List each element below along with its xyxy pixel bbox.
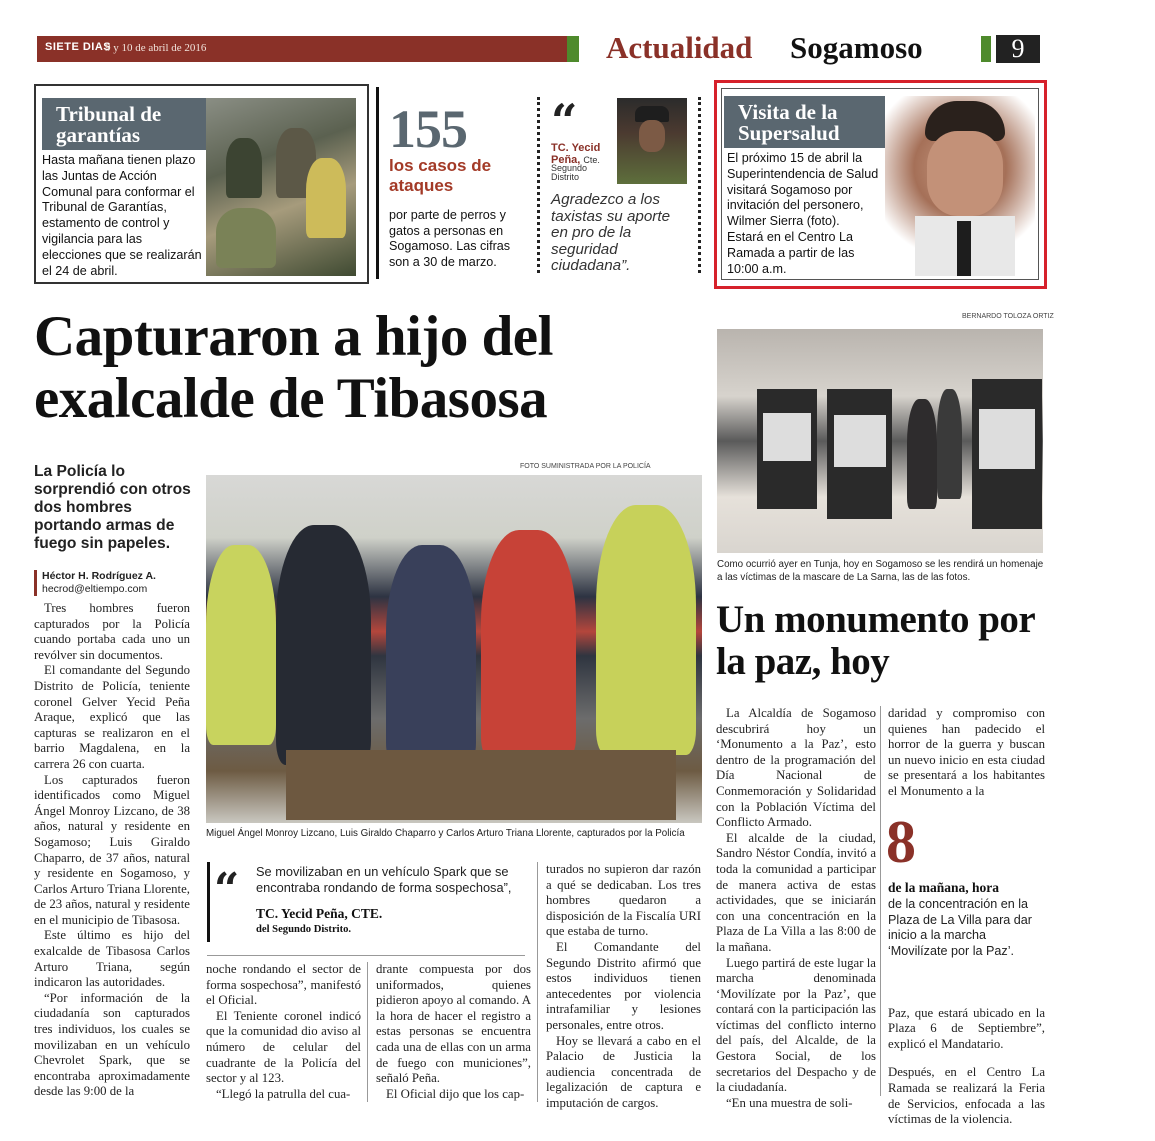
second-headline: Un monumento por la paz, hoy: [716, 598, 1035, 683]
pull-quote-text: Se movilizaban en un vehículo Spark que se encontraba rondando de forma sospechosa”,: [256, 864, 512, 895]
photo-credit: FOTO SUMINISTRADA POR LA POLICÍA: [520, 463, 651, 470]
paragraph: drante compuesta por dos uniformados, quienes pidieron apoyo al comando. A la hora de hacer el registro a estas personas se encuentra cada una de ellas con un arma de fuego con municiones”, señaló Peña.: [376, 962, 531, 1086]
stat-label: los casos de ataques: [389, 156, 492, 195]
stat-text: por parte de perros y gatos a personas en Sogamoso. Las cifras son a 30 de marzo.: [389, 208, 511, 269]
paragraph: Después, en el Centro La Ramada se realizará la Feria de Servicios, enfocada a las víctimas de la violencia.: [888, 1065, 1045, 1127]
paragraph: Paz, que estará ubicado en la Plaza 6 de Septiembre”, explicó el Mandatario.: [888, 1005, 1045, 1051]
main-kicker: La Policía lo sorprendió con otros dos hombres portando armas de fuego sin papeles.: [34, 463, 191, 552]
divider: [537, 862, 538, 1102]
paragraph: El Teniente coronel indicó que la comunidad dio aviso al número de celular del cuadrante de la Policía del sector y al 123.: [206, 1008, 361, 1086]
tribunal-title: Tribunal de garantías: [42, 98, 210, 150]
divider: [367, 962, 368, 1102]
paragraph: daridad y compromiso con quienes han padecido el horror de la guerra y buscan un nuevo inicio en esta ciudad se presentará a los habitantes el Monumento a la: [888, 706, 1045, 798]
subsection-title: Sogamoso: [790, 30, 923, 65]
fact-number: 8: [886, 809, 916, 875]
main-column-2: [206, 962, 361, 1102]
main-column-4: [546, 862, 701, 1112]
paragraph: “Por información de la ciudadanía son capturados tres individuos, los cuales se movilizaban en un vehículo Chevrolet Spark, que se encontraba aproximadamente desde las 9:00 de la: [34, 990, 190, 1099]
publication-name: SIETE DIAS: [45, 41, 112, 53]
second-column-2: [888, 706, 1045, 800]
header-accent: [567, 36, 579, 62]
paragraph: Luego partirá de este lugar la marcha denominada ‘Movilízate por la Paz’, que contará con la participación las víctimas del conflicto interno del país, del Alcalde, de la Gestora Social, de los secretarios del Despacho y de la ciudadanía.: [716, 955, 876, 1095]
issue-date: 9 y 10 de abril de 2016: [105, 42, 207, 54]
quote-text: Agradezco a los taxistas su aporte en pro de la seguridad ciudadana”.: [551, 191, 671, 274]
author-email: hecrod@eltiempo.com: [42, 583, 148, 595]
quote-icon: “: [551, 94, 578, 148]
tribunal-text: Hasta mañana tienen plazo las Juntas de Acción Comunal para conformar el Tribunal de Garantías, estamento de control y vigilancia para las elecciones que se realizarán el 24 de abril.: [42, 153, 202, 278]
quote-author: TC. Yecid Peña, Cte.: [551, 142, 601, 166]
divider: [376, 87, 379, 279]
tribunal-photo: [206, 98, 356, 276]
page-number-accent: [981, 36, 991, 62]
fact-text: de la concentración en la Plaza de La Villa para dar inicio a la marcha ‘Movilízate por la Paz’.: [888, 897, 1032, 958]
main-photo: [206, 475, 702, 823]
photo-credit: BERNARDO TOLOZA ORTIZ: [962, 313, 1054, 320]
second-column-1: [716, 706, 876, 1111]
pull-quote-author: TC. Yecid Peña, CTE.: [256, 906, 383, 921]
byline: [42, 570, 156, 596]
paragraph: “Llegó la patrulla del cua-: [216, 1086, 351, 1101]
author-name: Héctor H. Rodríguez A.: [42, 570, 156, 582]
monument-photo: [717, 329, 1043, 553]
supersalud-text: El próximo 15 de abril la Superintendencia de Salud visitará Sogamoso por invitación del personero, Wilmer Sierra (foto). Estará en el Centro La Ramada a partir de las 10:00 a.m.: [727, 151, 879, 276]
page-number: 9: [996, 35, 1040, 63]
paragraph: Hoy se llevará a cabo en el Palacio de Justicia la audiencia concentrada de legalización de captura e imputación de cargos.: [546, 1033, 701, 1110]
paragraph: Tres hombres fueron capturados por la Policía cuando portaba cada uno un revólver sin documentos.: [34, 601, 190, 662]
header-bar: [37, 36, 567, 62]
quote-author-role: Segundo Distrito: [551, 163, 588, 182]
section-title: Actualidad: [606, 30, 753, 65]
quote-icon: “: [214, 864, 240, 915]
paragraph: El Oficial dijo que los cap-: [386, 1086, 525, 1101]
byline-accent: [34, 570, 37, 596]
fact-lead: de la mañana, hora: [888, 880, 1000, 895]
quote-author-role-inline: Cte.: [583, 155, 600, 165]
paragraph: La Alcaldía de Sogamoso descubrirá hoy un ‘Monumento a la Paz’, esto dentro de la programación del Día Nacional de Conmemoración y Solidaridad con la Población Víctima del Conflicto Armado.: [716, 706, 876, 830]
main-photo-caption: Miguel Ángel Monroy Lizcano, Luis Giraldo Chaparro y Carlos Arturo Triana Llorente, capturados por la Policía: [206, 828, 685, 839]
main-column-3: [376, 962, 531, 1102]
main-headline: Capturaron a hijo del exalcalde de Tibasosa: [34, 305, 553, 430]
main-column-1: [34, 601, 190, 1100]
divider: [207, 955, 525, 956]
paragraph: turados no supieron dar razón a qué se dedicaban. Los tres hombres quedaron a disposición de la Fiscalía URI que estaba de turno.: [546, 862, 701, 939]
quote-author-photo: [617, 98, 687, 184]
paragraph: “En una muestra de soli-: [726, 1095, 853, 1110]
pull-quote-role: del Segundo Distrito.: [256, 924, 352, 935]
paragraph: El alcalde de la ciudad, Sandro Néstor Condía, invitó a toda la comunidad a participar de manera activa de estas actividades, que se iniciarán con una concentración en la Plaza de La Villa a las 8:00 de la mañana.: [716, 830, 876, 954]
monument-photo-caption: Como ocurrió ayer en Tunja, hoy en Sogamoso se les rendirá un homenaje a las víctimas de la mascare de La Sarna, las de las fotos.: [717, 559, 1044, 583]
dotted-divider: [537, 97, 543, 273]
pull-quote-bar: [207, 862, 210, 942]
supersalud-title: Visita de la Supersalud: [724, 96, 908, 148]
supersalud-photo: [885, 96, 1035, 276]
dotted-divider: [698, 97, 704, 273]
paragraph: El comandante del Segundo Distrito de Policía, teniente coronel Gelver Yecid Peña Araque, explicó que las capturas se realizaron en el barrio Magdalena, en la carrera 26 con cuarta.: [34, 663, 190, 771]
paragraph: El Comandante del Segundo Distrito afirmó que estos individuos tienen antecedentes por violencia intrafamiliar y lesiones personales, entre otros.: [546, 939, 701, 1032]
paragraph: Los capturados fueron identificados como Miguel Ángel Monroy Lizcano, de 38 años, natural y residente en Sogamoso; Luis Giraldo Chaparro, de 37 años, natural y residente en Sogamoso, y Carlos Arturo Triana Llorente, de 23 años, natural y residente en el municipio de Tibasosa.: [34, 772, 190, 927]
second-column-2-continued: [888, 993, 1045, 1141]
paragraph: noche rondando el sector de forma sospechosa”, manifestó el Oficial.: [206, 962, 361, 1008]
paragraph: Este último es hijo del exalcalde de Tibasosa Carlos Arturo Triana, según indicaron las autoridades.: [34, 928, 190, 990]
stat-number: 155: [389, 99, 467, 159]
divider: [880, 706, 881, 1096]
